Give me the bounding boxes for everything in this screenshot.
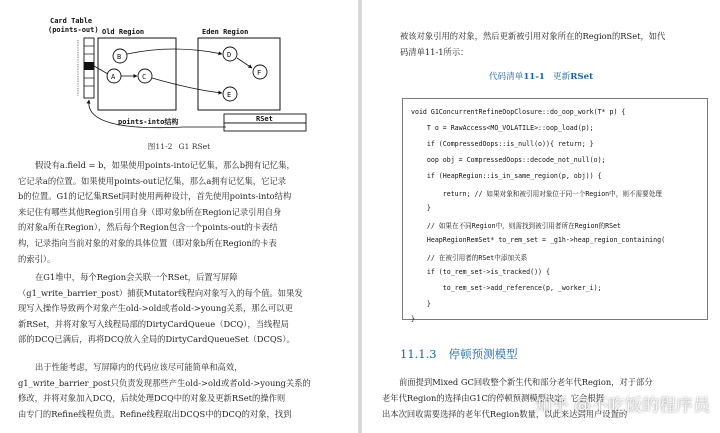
svg-text:C: C [142,73,147,81]
paragraph-line: 假设有a.field = b，如果使用points-into记忆集，那么b拥有记忆集， [35,160,295,170]
right-page [362,0,720,433]
left-page [0,0,358,433]
paragraph-line: 新RSet，并将对象写入线程局部的DirtyCardQueue（DCQ），当线程局 [18,318,289,329]
paragraph-line: b的位置。G1的记忆集RSet同时使用两种设计，首先使用points-into结构 [18,191,292,202]
section-title: 停顿预测模型 [448,347,518,361]
code-line: // 如果在不同Region中，则需找到被引用者所在Region的RSet [411,222,621,230]
paragraph-line: 现写入操作导致两个对象产生old->old或者old->young关系，那么可以更 [18,303,293,314]
old-region-label: Old Region [102,28,145,36]
code-line: if (HeapRegion::is_in_same_region(p, obj)) { [411,172,602,180]
paragraph-line: 来记住有哪些其他Region引用自身（即对象b所在Region记录引用自身 [18,206,282,217]
paragraph-points-into [18,158,348,267]
paragraph-line: 出于性能考虑，写屏障内的代码应该尽可能简单和高效， [35,362,243,372]
code-line: } [411,204,431,212]
paragraph-line: 部的DCQ已满后，再将DCQ放入全局的DirtyCardQueueSet（DCQS）。 [18,334,295,345]
paragraph-line: （g1_write_barrier_post）捕获Mutator线程向对象写入的每个值。如果发 [18,287,303,298]
svg-text:D: D [227,51,232,59]
code-line: to_rem_set->add_reference(p, _worker_i); [411,284,602,292]
listing-number: 11-1 [523,72,545,82]
paragraph-line: 构，记录指向当前对象的对象的具体位置（即对象b所在Region的卡表 [18,237,277,248]
code-listing-title [362,70,720,82]
section-number: 11.1.3 [400,347,437,361]
code-line: } [411,315,415,323]
code-line: oop obj = CompressedOops::decode_not_null(o); [411,156,606,164]
code-line: T o = RawAccess<MO_VOLATILE>::oop_load(p); [411,124,594,132]
svg-text:F: F [257,69,262,77]
zhihu-watermark: 知乎 @不吃饭的程序员 [534,396,710,416]
svg-text:A: A [111,73,116,81]
paragraph-line: 的索引）。 [18,253,56,264]
g1-rset-figure [44,14,314,134]
code-line: if (CompressedOops::is_null(o)){ return; } [411,140,594,148]
paragraph-line: 的对象a所在Region），然后每个Region包含一个points-out的卡表结 [18,222,278,233]
rset-label: RSet [256,115,273,123]
paragraph-line: 前面提到Mixed GC回收整个新生代和部分老年代Region，对于部分 [399,377,653,387]
section-heading [400,346,518,362]
code-line: return; // 如果对象和被引用对象位于同一个Region中，则不需要处理 [411,190,662,198]
code-line: if (to_rem_set->is_tracked()) { [411,268,550,276]
listing-title-rset: RSet [570,72,594,82]
code-line: void G1ConcurrentRefineOopClosure::do_oop_work(T* p) { [411,108,626,116]
dirty-card [84,62,94,70]
listing-label: 代码清单 [488,72,524,82]
paragraph-g1-heap [18,270,348,348]
paragraph-write-barrier [18,360,348,422]
listing-title-text: 更新 [553,72,571,82]
code-line: HeapRegionRemSet* to_rem_set = _g1h->heap_region_containing( [411,236,666,244]
paragraph-line: 在G1堆中，每个Region会关联一个RSet，后置写屏障 [35,272,238,282]
figure-caption-text: G1 RSet [178,142,211,151]
paragraph-line: 码清单11-1所示： [400,47,469,57]
paragraph-line: 由专门的Refine线程负责。Refine线程取出DCQS中的DCQ的对象，找到 [18,408,292,419]
figure-caption-number: 图11-2 [147,142,173,151]
eden-region-box [198,38,280,110]
paragraph-refine-intro [400,28,700,60]
paragraph-line: 被该对象引用的对象，然后更新被引用对象所在的Region的RSet，如代 [400,31,666,41]
svg-text:B: B [117,53,122,61]
points-into-label: points-into结构 [118,118,179,126]
svg-text:E: E [227,91,232,99]
card-table-label: Card Table [50,17,93,25]
figure-caption [0,141,358,152]
code-line: } [411,300,431,308]
code-listing-box [402,98,708,323]
eden-region-label: Eden Region [202,28,249,36]
paragraph-line: g1_write_barrier_post只负责发现那些产生old->old或者old->young关系的 [18,377,311,388]
code-line: // 在被引用者的RSet中添加关系 [411,254,528,262]
paragraph-line: 它记录a的位置。如果使用points-out记忆集，那么a拥有记忆集，它记录 [18,175,286,186]
paragraph-line: 修改，并将对象加入DCQ，后续处理DCQ中的对象及更新RSet的操作则 [18,393,286,404]
points-out-label: (points-out) [48,26,99,34]
paragraph-line: 出本次回收需要选择的老年代Region数量，以此来达到用户设置的 [382,409,628,419]
paragraph-line: 老年代Region的选择由G1C的停顿预测模型决定，它会根据 [382,393,604,403]
